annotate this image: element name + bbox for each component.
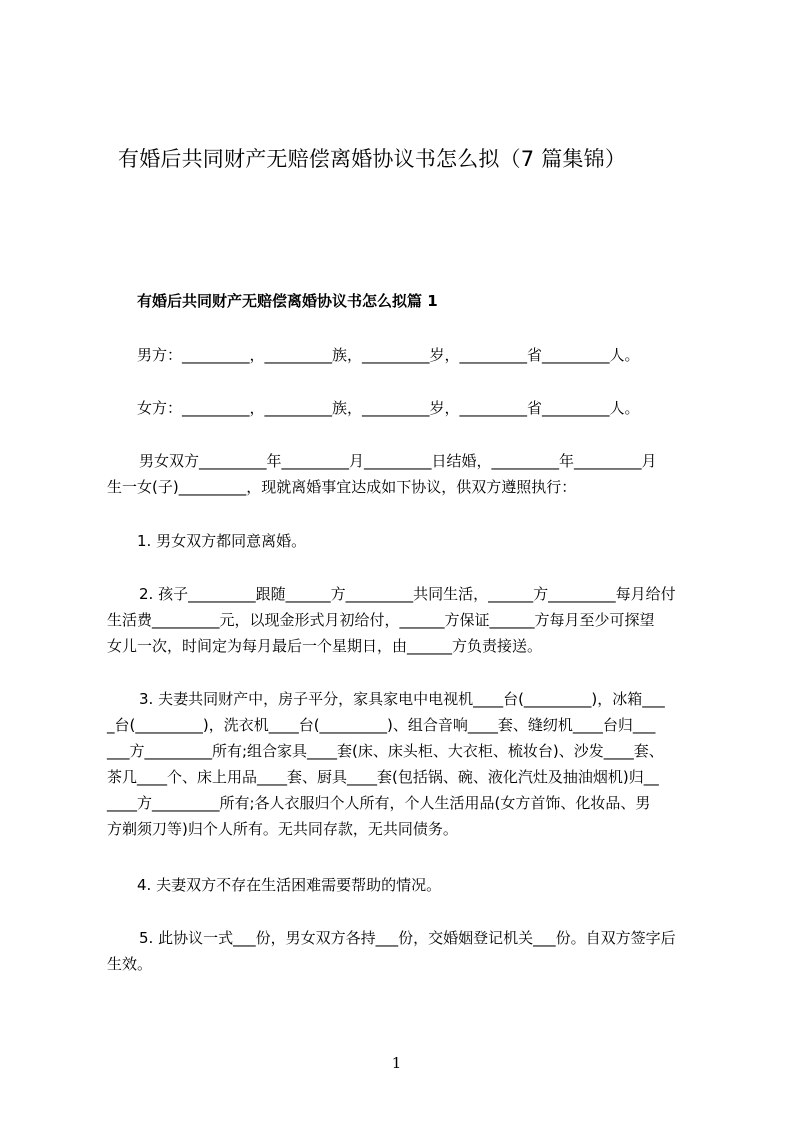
paragraph-line: 茶几____个、床上用品____套、厨具____套(包括锅、碗、液化汽灶及抽油烟机)归__ xyxy=(107,768,659,786)
paragraph-line: 4. 夫妻双方不存在生活困难需要帮助的情况。 xyxy=(137,876,442,894)
page-number: 1 xyxy=(391,1054,402,1072)
paragraph-line: 生活费_________元，以现金形式月初给付，______方保证______方每月至少可探望 xyxy=(107,611,655,629)
husband-info-line xyxy=(137,342,640,368)
clause-5 xyxy=(107,925,676,977)
paragraph-line: 5. 此协议一式___份，男女双方各持___份，交婚姻登记机关___份。自双方签字后 xyxy=(139,929,676,947)
clause-4 xyxy=(137,872,441,898)
paragraph-line: ___方_________所有;组合家具____套(床、床头柜、大衣柜、梳妆台)、沙发____套、 xyxy=(107,742,664,760)
paragraph-line: 女儿一次，时间定为每月最后一个星期日，由______方负责接送。 xyxy=(107,637,543,655)
paragraph-line: 1. 男女双方都同意离婚。 xyxy=(137,532,307,550)
paragraph-line: _台(_________)，洗衣机____台(_________)、组合音响____套、缝纫机____台归___ xyxy=(107,716,656,734)
paragraph-line: 男方：_________，_________族，_________岁，_________省_________人。 xyxy=(137,346,640,364)
paragraph-line: 生一女(子)_________，现就离婚事宜达成如下协议，供双方遵照执行： xyxy=(107,478,577,496)
clause-3 xyxy=(107,686,665,842)
marriage-paragraph xyxy=(107,448,657,500)
paragraph-line: 2. 孩子_________跟随______方_________共同生活，______方_________每月给付 xyxy=(139,585,676,603)
paragraph-line: 男女双方_________年_________月_________日结婚，_________年_________月 xyxy=(139,452,657,470)
page-title: 有婚后共同财产无赔偿离婚协议书怎么拟（7 篇集锦） xyxy=(118,147,627,171)
paragraph-line: 方剃须刀等)归个人所有。无共同存款，无共同债务。 xyxy=(107,820,458,838)
section-heading: 有婚后共同财产无赔偿离婚协议书怎么拟篇 1 xyxy=(137,292,438,310)
clause-2 xyxy=(107,581,676,659)
paragraph-line: ____方_________所有;各人衣服归个人所有，个人生活用品(女方首饰、化妆品、男 xyxy=(107,794,651,812)
clause-1 xyxy=(137,528,306,554)
wife-info-line xyxy=(137,395,640,421)
paragraph-line: 3. 夫妻共同财产中，房子平分，家具家电中电视机____台(_________)，冰箱___ xyxy=(139,690,665,708)
paragraph-line: 生效。 xyxy=(107,955,153,973)
paragraph-line: 女方：_________，_________族，_________岁，_________省_________人。 xyxy=(137,399,640,417)
